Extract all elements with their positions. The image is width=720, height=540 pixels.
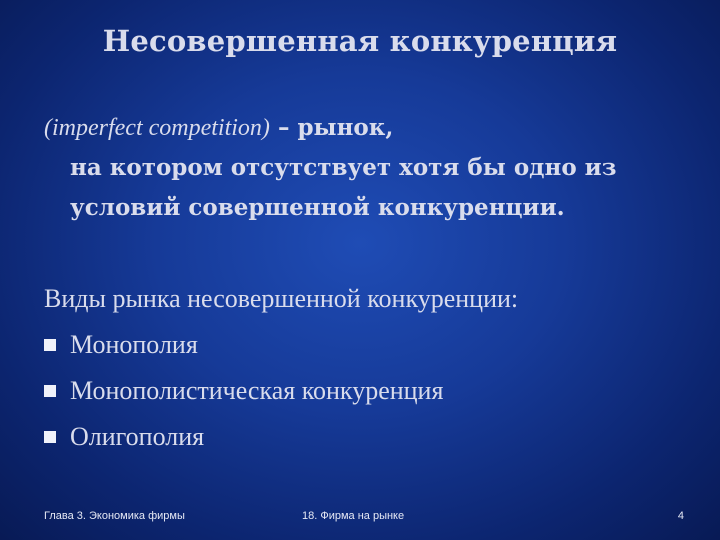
square-bullet-icon (44, 431, 56, 443)
square-bullet-icon (44, 339, 56, 351)
footer-page-number: 4 (677, 510, 684, 522)
footer-section: 18. Фирма на рынке (302, 510, 405, 522)
market-types-block (44, 276, 684, 460)
list-item-label: Монополия (70, 330, 198, 359)
square-bullet-icon (44, 385, 56, 397)
list-item-label: Монополистическая конкуренция (70, 376, 444, 405)
definition-dash-text: – рынок, (269, 114, 394, 141)
definition-block (44, 108, 684, 228)
market-types-heading: Виды рынка несовершенной конкуренции: (44, 284, 519, 313)
definition-line-3: условий совершенной конкуренции. (70, 194, 565, 221)
slide-title: Несовершенная конкуренция (102, 24, 618, 58)
list-item (44, 414, 684, 460)
definition-line-2: на котором отсутствует хотя бы одно из (70, 154, 617, 181)
list-item (44, 368, 684, 414)
footer-chapter: Глава 3. Экономика фирмы (44, 510, 185, 522)
list-item-label: Олигополия (70, 422, 205, 451)
list-item (44, 322, 684, 368)
definition-term: (imperfect competition) (44, 115, 270, 141)
